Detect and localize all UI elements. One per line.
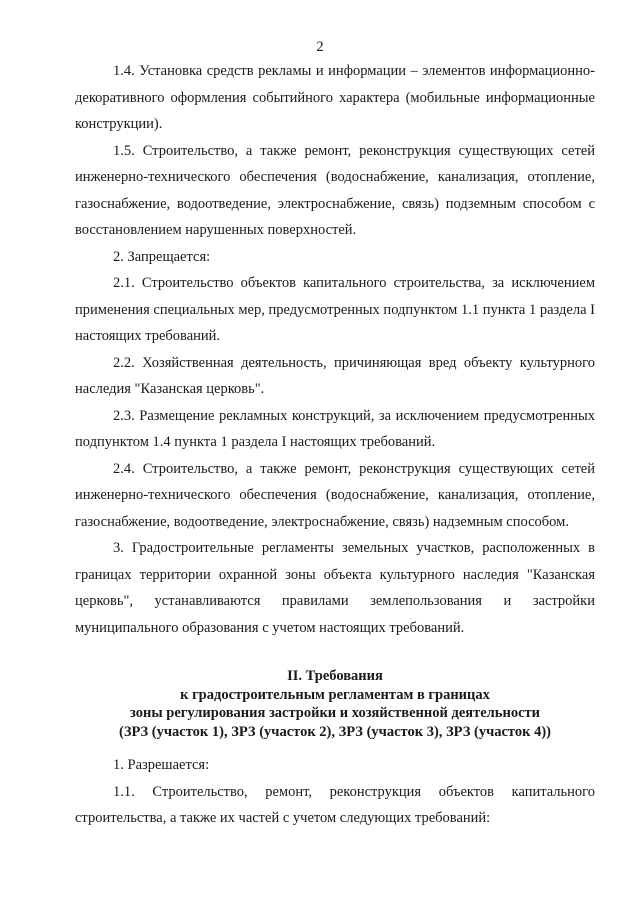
paragraph-2: 2. Запрещается:	[113, 248, 211, 265]
section-heading-line: (ЗРЗ (участок 1), ЗРЗ (участок 2), ЗРЗ (участок 3), ЗРЗ (участок 4))	[119, 723, 551, 740]
paragraph-1-5: 1.5. Строительство, а также ремонт, реконструкция существующих сетей инженерно-технического обеспечения (водоснабжение, канализация, отопление, газоснабжение, водоотведение, электроснабжение, связь) подземным способом с восстановлением нарушенных поверхностей.	[75, 142, 595, 238]
paragraph-2-2: 2.2. Хозяйственная деятельность, причиняющая вред объекту культурного наследия "Казанская церковь".	[75, 354, 595, 397]
section-heading-line: зоны регулирования застройки и хозяйственной деятельности	[130, 705, 540, 721]
paragraph-1-4: 1.4. Установка средств рекламы и информации – элементов информационно-декоративного оформления событийного характера (мобильные информационные конструкции).	[75, 63, 595, 132]
paragraph-2-3: 2.3. Размещение рекламных конструкций, за исключением предусмотренных подпунктом 1.4 пункта 1 раздела I настоящих требований.	[75, 407, 595, 450]
section-heading	[75, 667, 595, 741]
section-heading-line: к градостроительным регламентам в границах	[180, 686, 490, 703]
paragraph-ii-1-1: 1.1. Строительство, ремонт, реконструкция объектов капитального строительства, а также их частей с учетом следующих требований:	[75, 783, 595, 826]
paragraph-2-4: 2.4. Строительство, а также ремонт, реконструкция существующих сетей инженерно-технического обеспечения (водоснабжение, канализация, отопление, газоснабжение, водоотведение, электроснабжение, связь) надземным способом.	[75, 460, 595, 530]
page-number: 2	[316, 39, 324, 55]
paragraph-2-1: 2.1. Строительство объектов капитального строительства, за исключением применения специальных мер, предусмотренных подпунктом 1.1 пункта 1 раздела I настоящих требований.	[75, 275, 595, 344]
paragraph-3: 3. Градостроительные регламенты земельных участков, расположенных в границах территории охранной зоны объекта культурного наследия "Казанская церковь", устанавливаются правилами землепользования и застройки муниципального образования с учетом настоящих требований.	[75, 540, 595, 636]
paragraph-ii-1: 1. Разрешается:	[113, 757, 210, 773]
document-body	[75, 58, 595, 832]
section-heading-line: II. Требования	[287, 668, 383, 684]
